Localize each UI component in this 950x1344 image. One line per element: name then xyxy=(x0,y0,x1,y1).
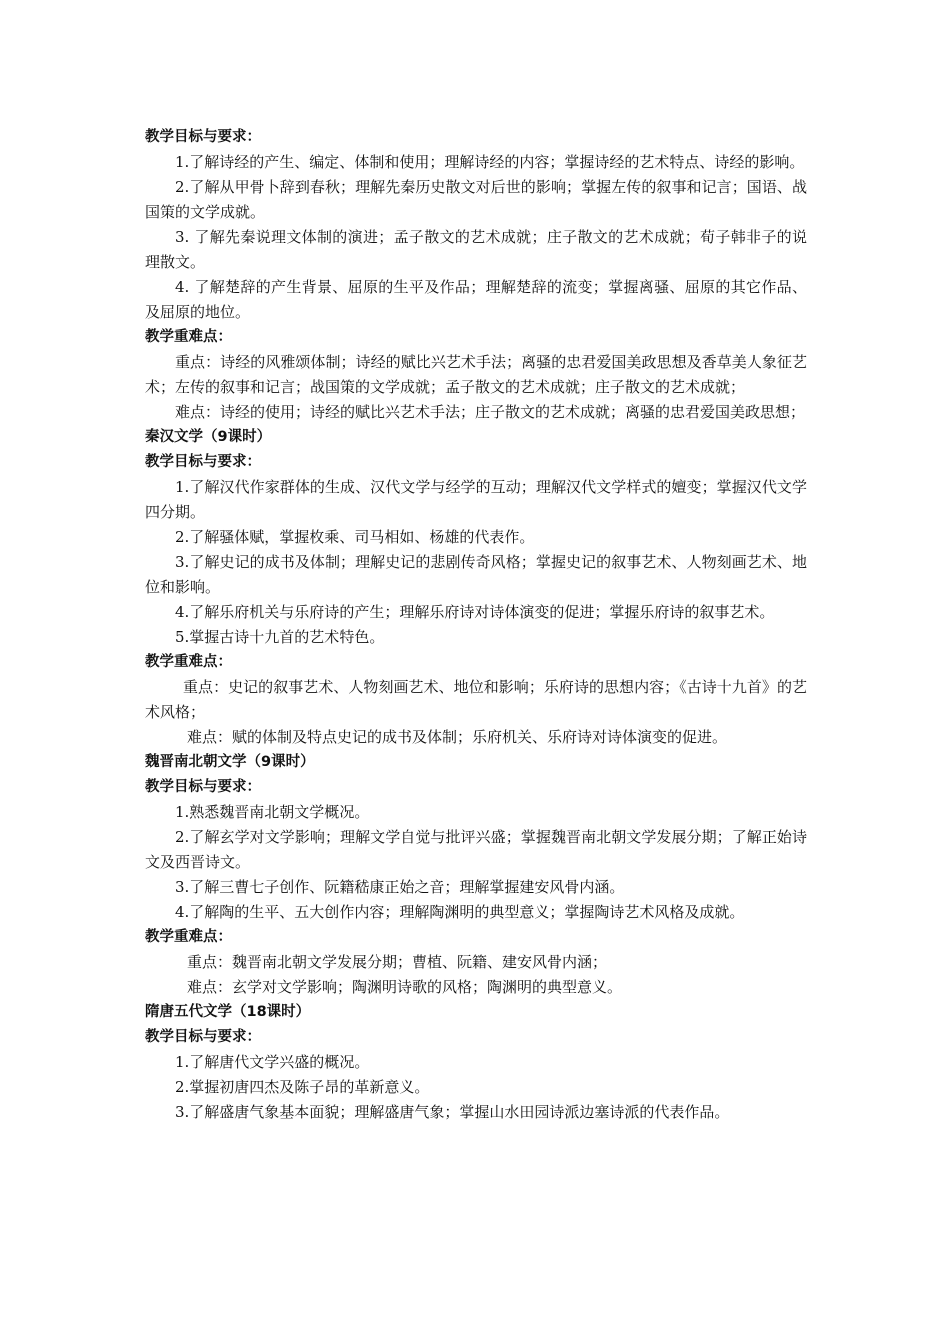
key-points: 重点：诗经的风雅颂体制；诗经的赋比兴艺术手法；离骚的忠君爱国美政思想及香草美人象征艺术；左传的叙事和记言；战国策的文学成就；孟子散文的艺术成就；庄子散文的艺术成就； xyxy=(145,353,807,396)
key-points: 重点：史记的叙事艺术、人物刻画艺术、地位和影响；乐府诗的思想内容；《古诗十九首》的艺术风格； xyxy=(145,678,807,721)
key-points: 重点：魏晋南北朝文学发展分期；曹植、阮籍、建安风骨内涵； xyxy=(187,953,608,971)
document-body xyxy=(145,125,807,1125)
difficulty-heading: 教学重难点： xyxy=(145,329,232,345)
goals-heading: 教学目标与要求： xyxy=(145,779,261,795)
goal-item: 1.了解汉代作家群体的生成、汉代文学与经学的互动；理解汉代文学样式的嬗变；掌握汉代文学四分期。 xyxy=(145,478,807,521)
goal-item: 3.了解三曹七子创作、阮籍嵇康正始之音；理解掌握建安风骨内涵。 xyxy=(175,878,625,896)
goal-item: 2.了解从甲骨卜辞到春秋；理解先秦历史散文对后世的影响；掌握左传的叙事和记言；国语、战国策的文学成就。 xyxy=(145,178,807,221)
difficulty-heading: 教学重难点： xyxy=(145,654,232,670)
goal-item: 1.熟悉魏晋南北朝文学概况。 xyxy=(175,803,370,821)
goals-heading: 教学目标与要求： xyxy=(145,1029,261,1045)
goal-item: 1.了解诗经的产生、编定、体制和使用；理解诗经的内容；掌握诗经的艺术特点、诗经的影响。 xyxy=(175,153,805,171)
hard-points: 难点：诗经的使用；诗经的赋比兴艺术手法；庄子散文的艺术成就；离骚的忠君爱国美政思想； xyxy=(175,403,806,421)
goal-item: 3.了解盛唐气象基本面貌；理解盛唐气象；掌握山水田园诗派边塞诗派的代表作品。 xyxy=(175,1103,730,1121)
difficulty-heading: 教学重难点： xyxy=(145,929,232,945)
goal-item: 2.了解骚体赋，掌握枚乘、司马相如、杨雄的代表作。 xyxy=(175,528,535,546)
goals-heading: 教学目标与要求： xyxy=(145,129,261,145)
goal-item: 3.了解史记的成书及体制；理解史记的悲剧传奇风格；掌握史记的叙事艺术、人物刻画艺术、地位和影响。 xyxy=(145,553,807,596)
hard-points: 难点：赋的体制及特点史记的成书及体制；乐府机关、乐府诗对诗体演变的促进。 xyxy=(187,728,728,746)
goal-item: 1.了解唐代文学兴盛的概况。 xyxy=(175,1053,370,1071)
section-title: 隋唐五代文学（18课时） xyxy=(145,1004,311,1020)
goals-heading: 教学目标与要求： xyxy=(145,454,261,470)
section-title: 秦汉文学（9课时） xyxy=(145,429,272,445)
section-title: 魏晋南北朝文学（9课时） xyxy=(145,754,315,770)
goal-item: 4. 了解楚辞的产生背景、屈原的生平及作品；理解楚辞的流变；掌握离骚、屈原的其它作品、及屈原的地位。 xyxy=(145,278,807,321)
goal-item: 3. 了解先秦说理文体制的演进；孟子散文的艺术成就；庄子散文的艺术成就；荀子韩非子的说理散文。 xyxy=(145,228,807,271)
hard-points: 难点：玄学对文学影响；陶渊明诗歌的风格；陶渊明的典型意义。 xyxy=(187,978,623,996)
goal-item: 5.掌握古诗十九首的艺术特色。 xyxy=(175,628,385,646)
goal-item: 2.了解玄学对文学影响；理解文学自觉与批评兴盛；掌握魏晋南北朝文学发展分期；了解正始诗文及西晋诗文。 xyxy=(145,828,807,871)
goal-item: 4.了解陶的生平、五大创作内容；理解陶渊明的典型意义；掌握陶诗艺术风格及成就。 xyxy=(175,903,745,921)
goal-item: 4.了解乐府机关与乐府诗的产生；理解乐府诗对诗体演变的促进；掌握乐府诗的叙事艺术。 xyxy=(175,603,775,621)
goal-item: 2.掌握初唐四杰及陈子昂的革新意义。 xyxy=(175,1078,430,1096)
